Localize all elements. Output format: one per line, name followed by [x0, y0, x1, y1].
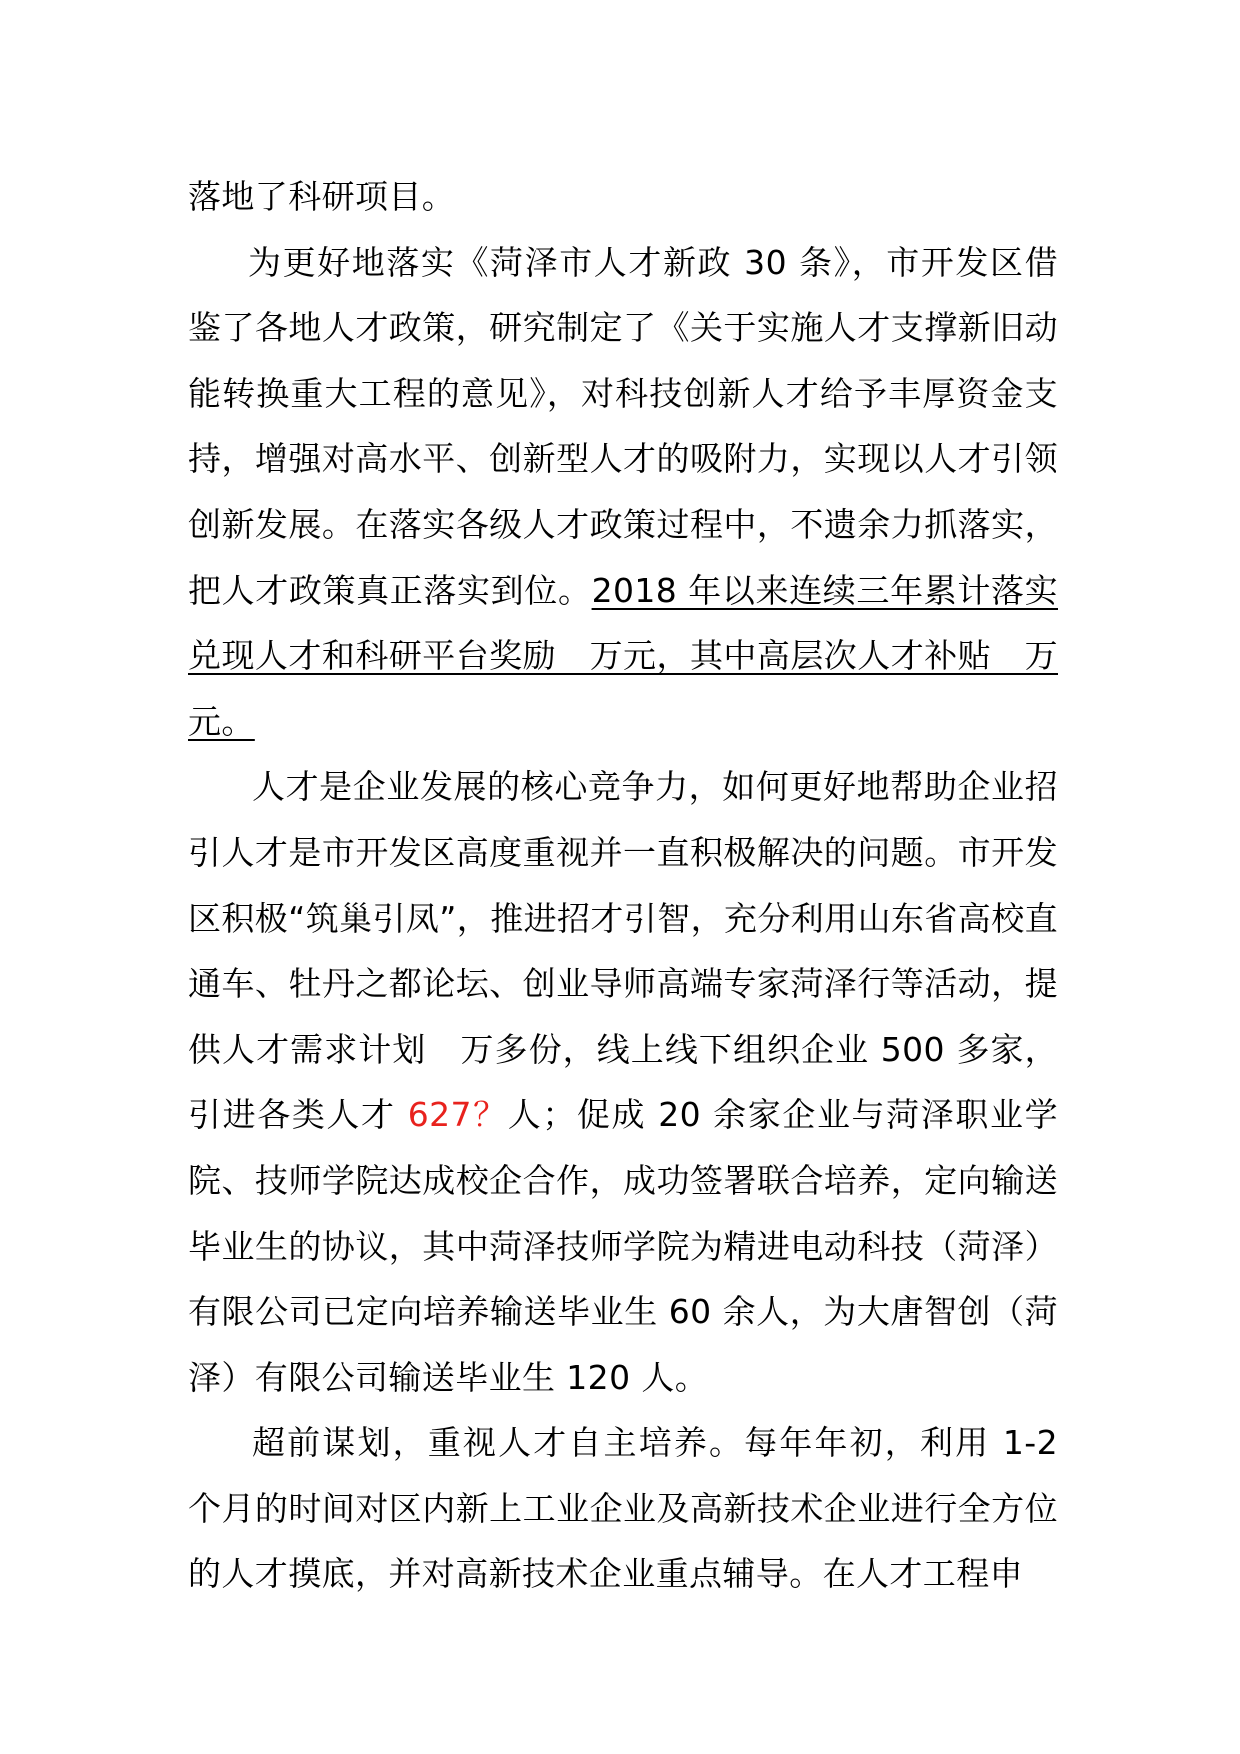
highlighted-talent-count: 627？: [407, 1095, 508, 1135]
paragraph-1: [188, 164, 1058, 230]
body-text: [188, 164, 1058, 1607]
paragraph-2: [188, 230, 1058, 755]
underlined-reward-statement: 2018 年以来连续三年累计落实兑现人才和科研平台奖励 万元，其中高层次人才补贴 万元。: [188, 570, 1058, 741]
paragraph-4-text: 超前谋划，重视人才自主培养。每年年初，利用 1-2 个月的时间对区内新上工业企业及高新技术企业进行全方位的人才摸底，并对高新技术企业重点辅导。在人才工程申: [188, 1423, 1058, 1594]
paragraph-4: [188, 1410, 1058, 1607]
paragraph-1-text: 落地了科研项目。: [188, 177, 456, 216]
paragraph-3-text-start: 人才是企业发展的核心竞争力，如何更好地帮助企业招引人才是市开发区高度重视并一直积极解决的问题。市开发区积极“筑巢引凤”，推进招才引智，充分利用山东省高校直通车、牡丹之都论坛、创业导师高端专家菏泽行等活动，提供人才需求计划 万多份，线上线下组织企业 500 多家，引进各类人才: [188, 767, 1058, 1135]
paragraph-3: [188, 754, 1058, 1410]
paragraph-2-text: 为更好地落实《菏泽市人才新政 30 条》，市开发区借鉴了各地人才政策，研究制定了《关于实施人才支撑新旧动能转换重大工程的意见》，对科技创新人才给予丰厚资金支持，增强对高水平、创新型人才的吸附力，实现以人才引领创新发展。在落实各级人才政策过程中，不遗余力抓落实，把人才政策真正落实到位。: [188, 242, 1058, 610]
paragraph-3-text-end: 人；促成 20 余家企业与菏泽职业学院、技师学院达成校企合作，成功签署联合培养，定向输送毕业生的协议，其中菏泽技师学院为精进电动科技（菏泽）有限公司已定向培养输送毕业生 60 余人，为大唐智创（菏泽）有限公司输送毕业生 120 人。: [188, 1095, 1058, 1397]
